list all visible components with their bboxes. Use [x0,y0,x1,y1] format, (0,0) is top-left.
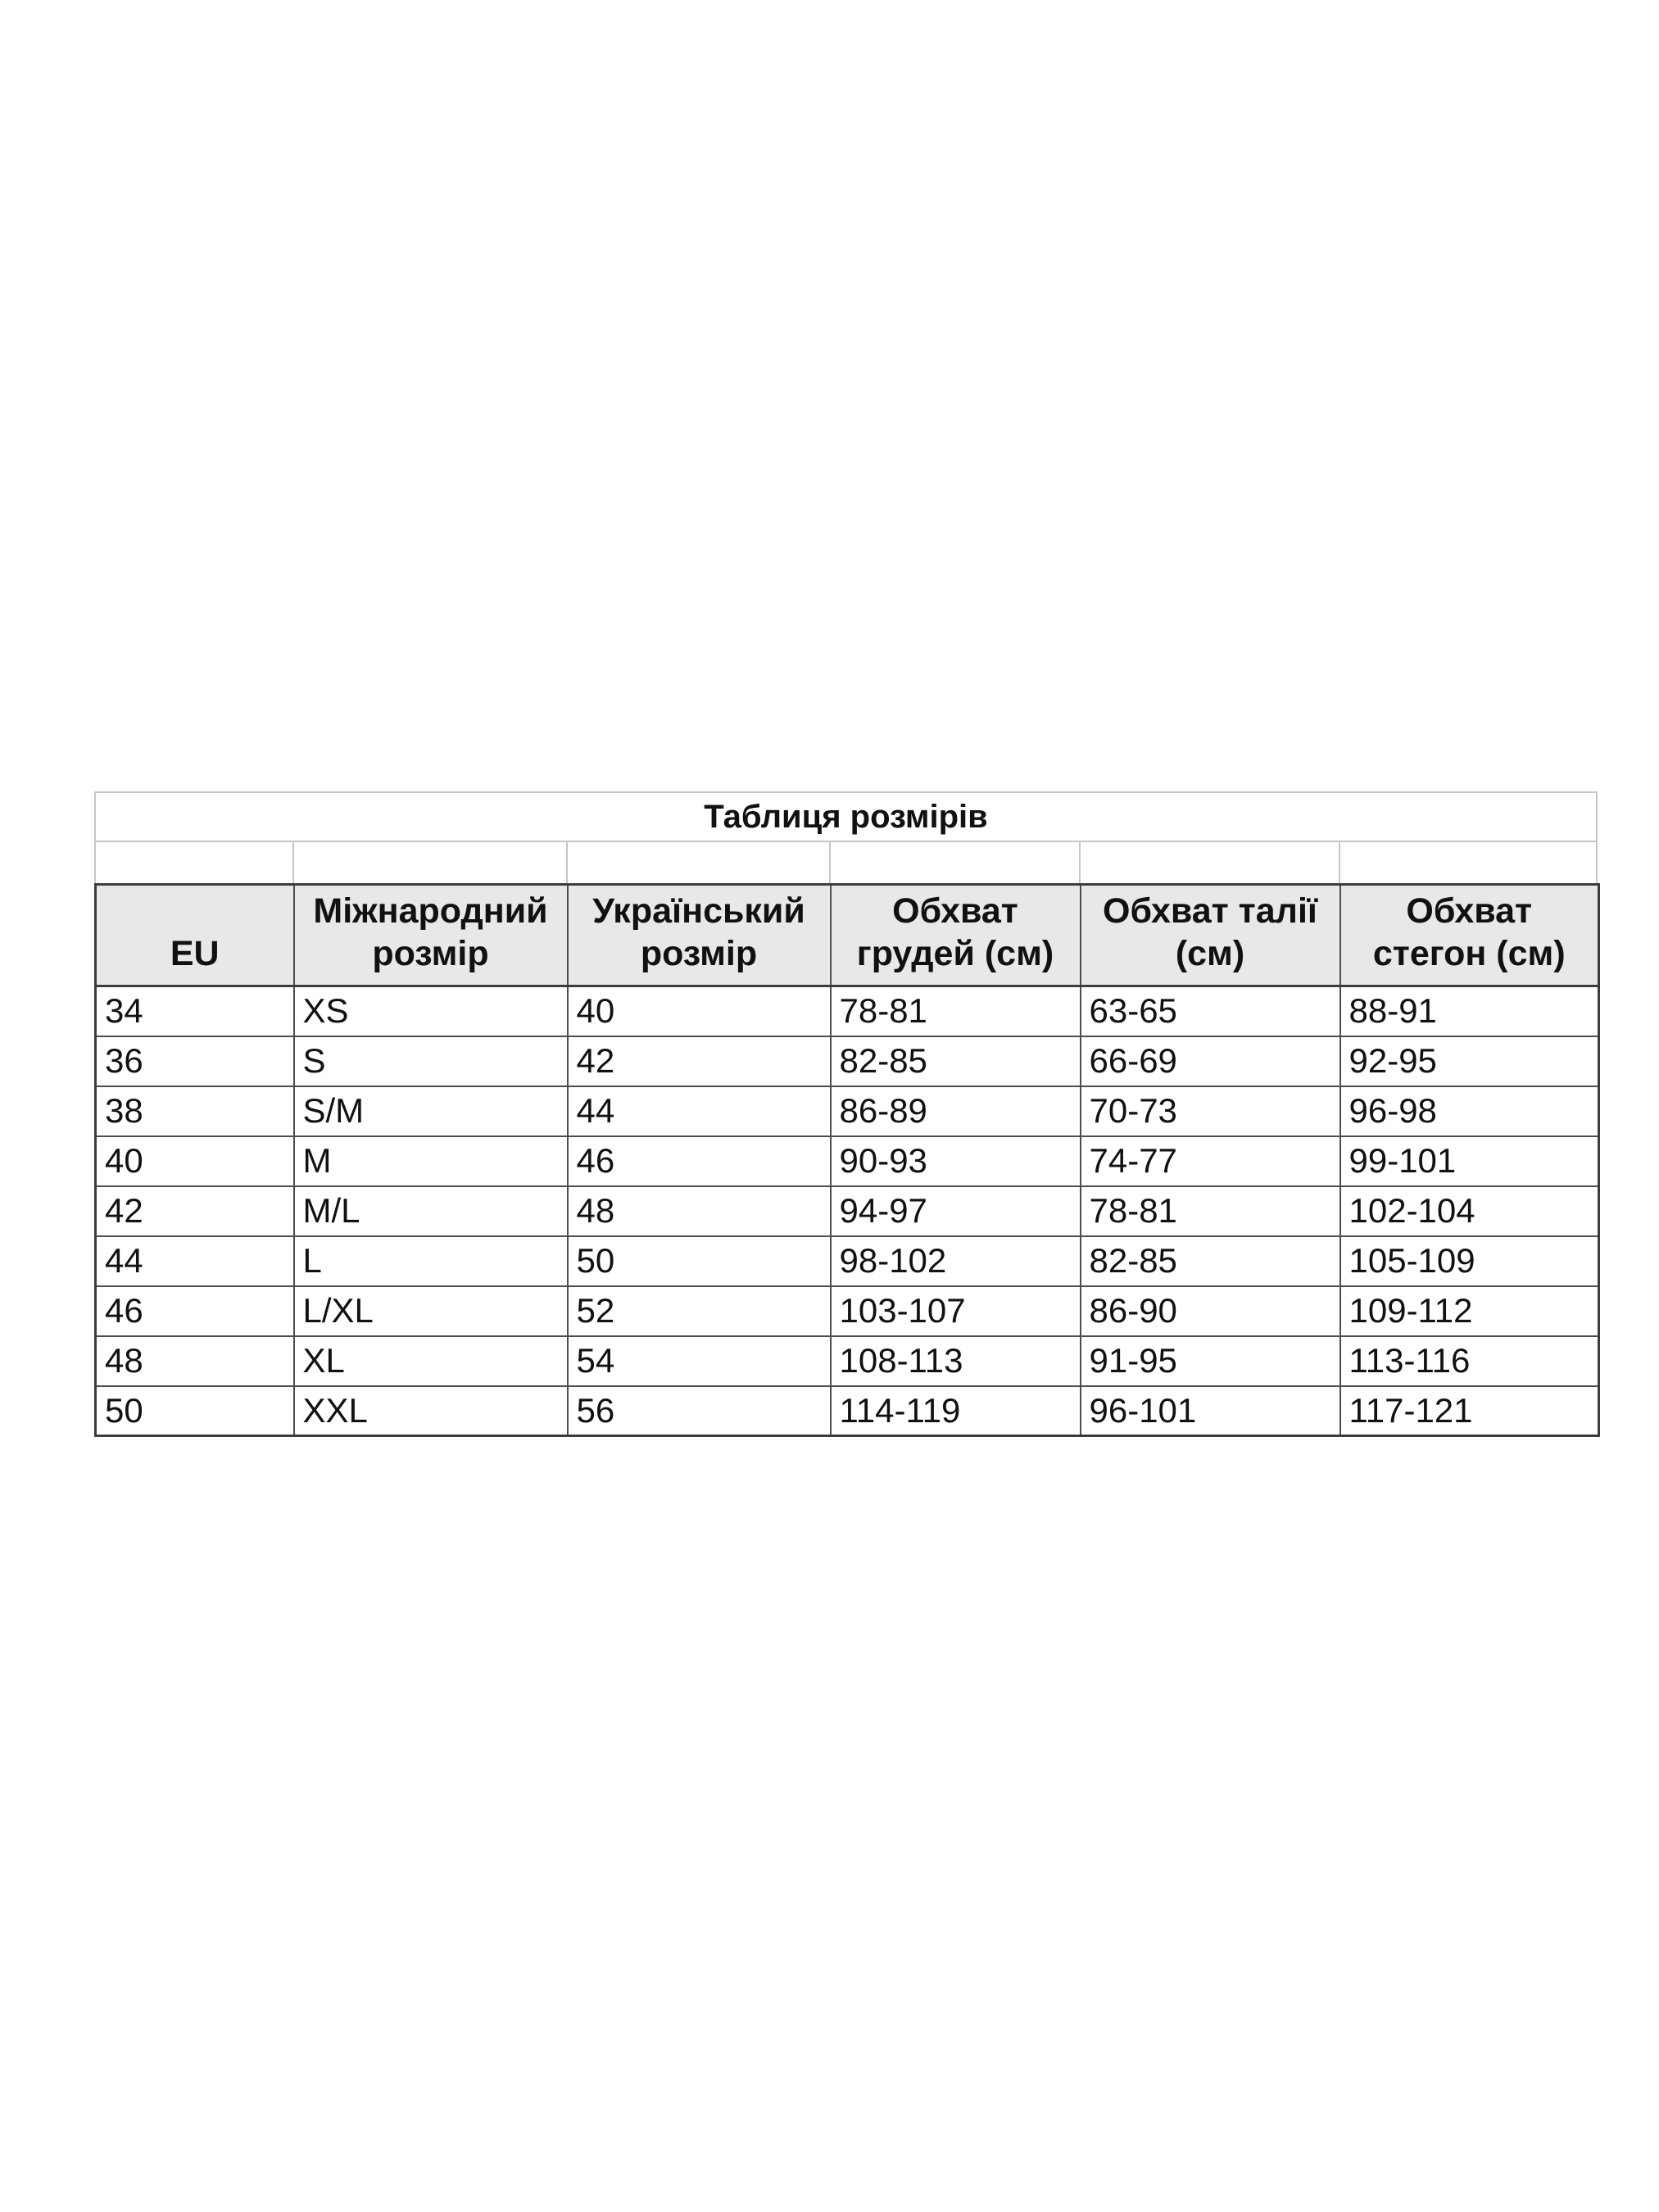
table-cell: 40 [96,1136,294,1186]
table-cell: 42 [568,1036,831,1086]
table-cell: 66-69 [1081,1036,1340,1086]
spacer-cell [294,842,568,883]
size-table-grid [94,883,1600,1437]
table-cell: 82-85 [1081,1236,1340,1286]
header-cell: EU [96,885,294,986]
table-cell: 42 [96,1186,294,1236]
table-cell: 98-102 [831,1236,1081,1286]
table-cell: 48 [568,1186,831,1236]
table-row [96,1386,1599,1436]
table-cell: 34 [96,986,294,1036]
table-cell: 102-104 [1340,1186,1599,1236]
table-cell: XL [294,1336,568,1386]
table-cell: 90-93 [831,1136,1081,1186]
spacer-cell [96,842,294,883]
header-cell: Обхват талії (см) [1081,885,1340,986]
table-cell: 48 [96,1336,294,1386]
table-cell: 86-89 [831,1086,1081,1136]
spacer-cell [1081,842,1340,883]
size-table [94,791,1598,1437]
table-cell: 105-109 [1340,1236,1599,1286]
table-cell: 44 [96,1236,294,1286]
size-table-title: Таблиця розмірів [94,791,1598,842]
table-cell: 50 [96,1386,294,1436]
table-cell: 96-101 [1081,1386,1340,1436]
header-row [96,885,1599,986]
table-cell: 94-97 [831,1186,1081,1236]
table-cell: 46 [568,1136,831,1186]
table-cell: 56 [568,1386,831,1436]
spacer-cell [568,842,831,883]
table-cell: 63-65 [1081,986,1340,1036]
table-cell: 82-85 [831,1036,1081,1086]
table-cell: 108-113 [831,1336,1081,1386]
table-cell: 50 [568,1236,831,1286]
table-row [96,1136,1599,1186]
table-cell: S/M [294,1086,568,1136]
header-cell: Обхват стегон (см) [1340,885,1599,986]
table-row [96,1336,1599,1386]
size-table-spacer-row [94,842,1598,883]
table-cell: 92-95 [1340,1036,1599,1086]
table-row [96,1286,1599,1336]
table-cell: M/L [294,1186,568,1236]
table-cell: M [294,1136,568,1186]
table-cell: 91-95 [1081,1336,1340,1386]
table-cell: 117-121 [1340,1386,1599,1436]
table-cell: 78-81 [1081,1186,1340,1236]
table-cell: 113-116 [1340,1336,1599,1386]
table-cell: 70-73 [1081,1086,1340,1136]
table-row [96,986,1599,1036]
table-cell: 99-101 [1340,1136,1599,1186]
table-cell: L/XL [294,1286,568,1336]
header-cell: Обхват грудей (см) [831,885,1081,986]
table-row [96,1186,1599,1236]
header-cell: Міжнародний розмір [294,885,568,986]
table-cell: 96-98 [1340,1086,1599,1136]
header-cell: Український розмір [568,885,831,986]
table-cell: 86-90 [1081,1286,1340,1336]
table-row [96,1036,1599,1086]
table-cell: 114-119 [831,1386,1081,1436]
table-cell: 103-107 [831,1286,1081,1336]
table-cell: 54 [568,1336,831,1386]
table-cell: S [294,1036,568,1086]
table-cell: XS [294,986,568,1036]
table-row [96,1086,1599,1136]
spacer-cell [831,842,1081,883]
table-cell: 44 [568,1086,831,1136]
table-cell: 52 [568,1286,831,1336]
table-cell: 78-81 [831,986,1081,1036]
table-cell: XXL [294,1386,568,1436]
table-cell: 88-91 [1340,986,1599,1036]
table-cell: L [294,1236,568,1286]
table-cell: 40 [568,986,831,1036]
table-row [96,1236,1599,1286]
table-cell: 36 [96,1036,294,1086]
table-cell: 38 [96,1086,294,1136]
spacer-cell [1340,842,1599,883]
table-cell: 46 [96,1286,294,1336]
table-cell: 74-77 [1081,1136,1340,1186]
table-cell: 109-112 [1340,1286,1599,1336]
